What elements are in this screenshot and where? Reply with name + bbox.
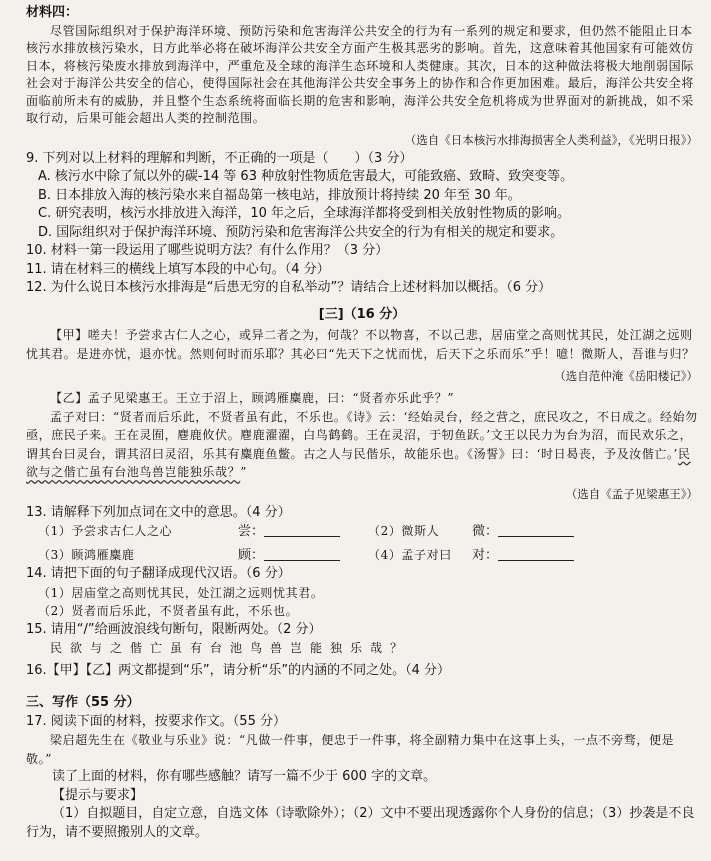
- answer-blank[interactable]: [498, 522, 574, 537]
- passage-yi-p1: 【乙】孟子见梁惠王。王立于沼上，顾鸿雁麋鹿，曰：“贤者亦乐此乎？”: [50, 391, 455, 406]
- q13-stem: 13. 请解释下列加点词在文中的意思。（4 分）: [26, 504, 291, 520]
- q14-stem: 14. 请把下面的句子翻译成现代汉语。（6 分）: [26, 566, 291, 582]
- q13-item-label: （4）孟子对曰: [368, 547, 452, 562]
- wavy-sentence: 民欲与之偕亡虽有台池鸟兽岂能独乐哉？: [26, 446, 691, 480]
- passage-yi-p2: [26, 408, 698, 482]
- answer-blank[interactable]: [264, 546, 340, 561]
- q10: 10. 材料一第一段运用了哪些说明方法？有什么作用？（3 分）: [26, 243, 389, 259]
- q17-stem: 17. 阅读下面的材料，按要求作文。（55 分）: [26, 713, 286, 729]
- q9-option-d: D. 国际组织对于保护海洋环境、预防污染和危害海洋公共安全的行为有相关的规定和要求。: [38, 224, 564, 240]
- q9-stem: 9. 下列对以上材料的理解和判断，不正确的一项是（ ）（3 分）: [26, 150, 413, 166]
- q14-item-2: （2）贤者而后乐此，不贤者虽有此，不乐也。: [38, 604, 299, 619]
- q9-option-c: C. 研究表明，核污水排放进入海洋，10 年之后，全球海洋都将受到相关放射性物质的影响。: [38, 206, 571, 222]
- q12: 12. 为什么说日本核污水排海是“后患无穷的自私举动”？请结合上述材料加以概括。（6 分）: [26, 280, 552, 296]
- q16: 16.【甲】【乙】两文都提到“乐”，请分析“乐”的内涵的不同之处。（4 分）: [26, 662, 451, 678]
- writing-section-title: 三、写作（55 分）: [26, 695, 140, 711]
- q17-prompt: 读了上面的材料，你有哪些感触？请写一篇不少于 600 字的文章。: [52, 769, 437, 785]
- q13-item-word: 尝：: [238, 524, 265, 540]
- q13-item-label: （2）微斯人: [368, 524, 440, 539]
- q13-item-4: [368, 546, 574, 566]
- q13-item-2: [368, 522, 574, 542]
- q15-sentence: 民欲与之偕亡虽有台池鸟兽岂能独乐哉？: [50, 641, 411, 656]
- q9-option-a: A. 核污水中除了氚以外的碳-14 等 63 种放射性物质危害最大，可能致癌、致畸、致突变等。: [38, 169, 574, 185]
- passage-yi-text: 孟子对曰：“贤者而后乐此，不贤者虽有此，不乐也。《诗》云：‘经始灵台，经之营之，庶民攻之，不日成之。经始勿亟，庶民子来。王在灵囿，麀鹿攸伏。麀鹿濯濯，白鸟鹤鹤。王在灵沼，于牣鱼跃。’文王以民力为台为沼，而民欢乐之，谓其台曰灵台，谓其沼曰灵沼，乐其有麋鹿鱼鳖。古之人与民偕乐，故能乐也。《汤誓》曰：‘时日曷丧，予及汝偕亡。’: [26, 409, 698, 461]
- q13-item-word: 对：: [472, 547, 499, 563]
- yi-source: （选自《孟子见梁惠王》）: [565, 487, 698, 502]
- q17-material: 梁启超先生在《敬业与乐业》说：“凡做一件事，便忠于一件事，将全副精力集中在这事上头，一点不旁骛，便是敬。”: [26, 733, 675, 766]
- q17-tips: （1）自拟题目，自定立意，自选文体（诗歌除外）；（2）文中不要出现透露你个人身份的信息；（3）抄袭是不良行为，请不要照搬别人的文章。: [26, 806, 695, 840]
- q13-item-1: [38, 522, 368, 542]
- q13-row-1: [26, 522, 698, 542]
- q9-option-b: B. 日本排放入海的核污染水来自福岛第一核电站，排放预计将持续 20 年至 30 年。: [38, 187, 521, 203]
- exam-page: [26, 4, 698, 842]
- section3-title: [三]（16 分）: [318, 306, 406, 322]
- q13-item-label: （1）予尝求古仁人之心: [38, 524, 173, 539]
- jia-source: （选自范仲淹《岳阳楼记》）: [554, 368, 698, 383]
- material4-body: 尽管国际组织对于保护海洋环境、预防污染和危害海洋公共安全的行为有一系列的规定和要求，但仍然不能阻止日本核污水排放核污染水，日方此举必将在破坏海洋公共安全方面产生极其恶劣的影响。首先，这意味着其他国家有可能效仿日本，将核污染废水排放到海洋中，严重危及全球的海洋生态环境和人类健康。其次，日本的这种做法将极大地削弱国际社会对于海洋公共安全的信心，使得国际社会在其他海洋公共安全事务上的协作和合作更加困难。最后，海洋公共安全将面临前所未有的威胁，并且整个生态系统将面临长期的危害和影响，海洋公共安全危机将成为世界面对的新挑战，如不采取行动，后果可能会超出人类的控制范围。: [26, 23, 694, 126]
- passage-jia: 【甲】嗟夫！予尝求古仁人之心，或异二者之为，何哉？不以物喜，不以己悲，居庙堂之高则忧其民，处江湖之远则忧其君。是进亦忧，退亦忧。然则何时而乐耶？其必曰“先天下之忧而忧，后天下之乐而乐”乎！噫！微斯人，吾谁与归？: [26, 328, 695, 361]
- closing-quote: ”: [240, 465, 247, 480]
- q13-item-label: （3）顾鸿雁麋鹿: [38, 547, 135, 562]
- q13-row-2: [26, 546, 698, 566]
- material4-heading: 材料四：: [26, 5, 79, 20]
- q11: 11. 请在材料三的横线上填写本段的中心句。（4 分）: [26, 261, 330, 277]
- q15-stem: 15. 请用“/”给画波浪线句断句，限断两处。（2 分）: [26, 621, 322, 637]
- material4-source: （选自《日本核污水排海损害全人类利益》，《光明日报》）: [404, 133, 698, 148]
- answer-blank[interactable]: [498, 546, 574, 561]
- q14-item-1: （1）居庙堂之高则忧其民，处江湖之远则忧其君。: [38, 585, 324, 600]
- q17-tips-title: 【提示与要求】: [52, 787, 144, 803]
- q13-item-word: 顾：: [238, 547, 265, 563]
- q13-item-3: [38, 546, 368, 566]
- answer-blank[interactable]: [264, 522, 340, 537]
- q13-item-word: 微：: [472, 524, 499, 540]
